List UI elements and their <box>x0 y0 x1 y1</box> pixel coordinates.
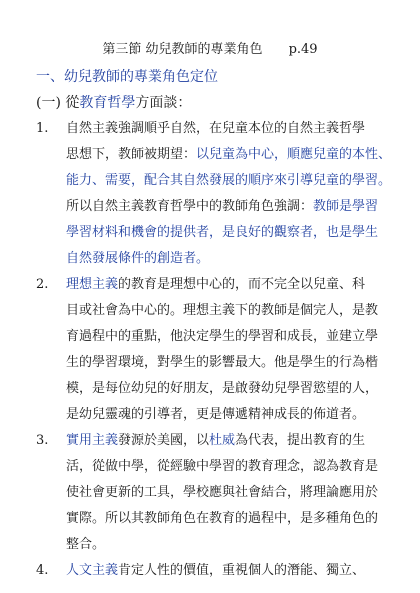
text-line <box>66 142 396 168</box>
body-text: 所以自然主義教育哲學中的教師角色強調： <box>66 199 314 214</box>
text-line <box>66 324 396 350</box>
list-item-number: 3. <box>36 433 49 448</box>
body-text: 發源於美國，以 <box>118 433 210 448</box>
body-text: 為代表，提出教育的生 <box>235 433 366 448</box>
list-item <box>36 272 396 428</box>
text-line <box>66 168 396 194</box>
text-line <box>66 376 396 402</box>
highlighted-text: 理想主義 <box>66 277 119 292</box>
highlighted-text: 學習材料和機會的提供者，是良好的觀察者，也是學生 <box>66 225 379 240</box>
header-title: 第三節 幼兒教師的專業角色 <box>102 42 263 57</box>
text-line <box>66 480 396 506</box>
text-line <box>66 116 396 142</box>
subsection-suffix: 方面談： <box>135 95 192 111</box>
body-text: 目或社會為中心的。理想主義下的教師是個完人，是教 <box>66 303 379 318</box>
text-line <box>66 272 396 298</box>
body-text: 育過程中的重點，他決定學生的學習和成長，並建立學 <box>66 329 379 344</box>
highlighted-text: 教師是學習 <box>313 199 379 214</box>
text-line <box>66 428 396 454</box>
highlighted-text: 自然發展條件的創造者。 <box>66 251 210 266</box>
list-item-body <box>66 558 396 584</box>
subsection-highlight: 教育哲學 <box>79 95 136 111</box>
text-line <box>66 402 396 428</box>
body-text: 是幼兒靈魂的引導者，更是傳遞精神成長的佈道者。 <box>66 407 366 422</box>
highlighted-text: 人文主義 <box>66 563 119 578</box>
body-text: 肯定人性的價值，重視個人的潛能、獨立、 <box>118 563 366 578</box>
list-item-body <box>66 428 396 558</box>
text-line <box>66 350 396 376</box>
page-header <box>0 38 420 57</box>
body-text: 自然主義強調順乎自然，在兒童本位的自然主義哲學 <box>66 121 366 136</box>
numbered-list <box>36 116 396 584</box>
list-item-body <box>66 272 396 428</box>
text-line <box>66 506 396 532</box>
text-line <box>66 194 396 220</box>
list-item-number: 4. <box>36 563 49 578</box>
list-item-number: 1. <box>36 121 49 136</box>
text-line <box>66 246 396 272</box>
list-item-number: 2. <box>36 277 49 292</box>
highlighted-text: 以兒童為中心，順應兒童的本性、 <box>196 147 392 162</box>
body-text: 活，從做中學，從經驗中學習的教育理念，認為教育是 <box>66 459 379 474</box>
text-line <box>66 454 396 480</box>
body-text: 思想下，教師被期望： <box>66 147 197 162</box>
text-line <box>66 558 396 584</box>
text-line <box>66 220 396 246</box>
section-heading: 一、幼兒教師的專業角色定位 <box>36 69 218 85</box>
body-text: 模，是每位幼兒的好朋友，是啟發幼兒學習慾望的人， <box>66 381 379 396</box>
list-item <box>36 116 396 272</box>
highlighted-text: 能力、需要，配合其自然發展的順序來引導兒童的學習。 <box>66 173 392 188</box>
highlighted-text: 杜威 <box>209 433 236 448</box>
body-text: 整合。 <box>66 537 106 552</box>
body-text: 生的學習環境，對學生的影響最大。他是學生的行為楷 <box>66 355 379 370</box>
body-text: 使社會更新的工具，學校應與社會結合，將理論應用於 <box>66 485 379 500</box>
page-number: p.49 <box>288 42 318 57</box>
list-item-body <box>66 116 396 272</box>
subsection-prefix: (一) 從 <box>36 95 80 111</box>
text-line <box>66 298 396 324</box>
list-item <box>36 558 396 584</box>
body-text: 實際。所以其教師角色在教育的過程中，是多種角色的 <box>66 511 379 526</box>
text-line <box>66 532 396 558</box>
subsection-heading <box>36 92 191 112</box>
body-text: 的教育是理想中心的，而不完全以兒童、科 <box>118 277 366 292</box>
list-item <box>36 428 396 558</box>
highlighted-text: 實用主義 <box>66 433 119 448</box>
